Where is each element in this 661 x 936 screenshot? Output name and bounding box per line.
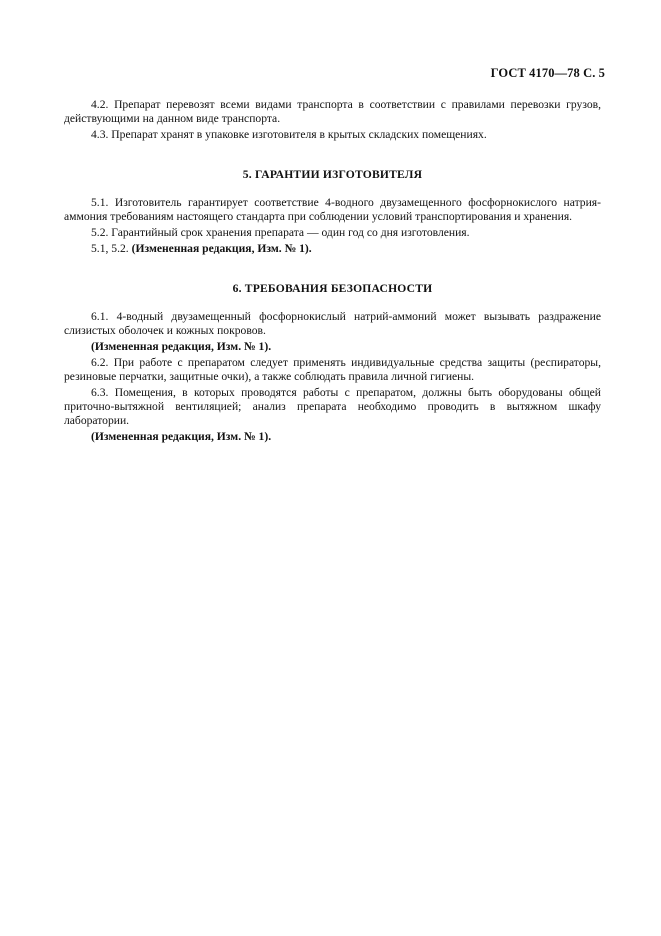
paragraph-4-3: 4.3. Препарат хранят в упаковке изготовителя в крытых складских помещениях. [91,128,487,141]
paragraph-4-2: 4.2. Препарат перевозят всеми видами транспорта в соответствии с правилами перевозки грузов, действующими на данном виде транспорта. [64,98,601,125]
document-body [64,98,601,446]
paragraph-6-2: 6.2. При работе с препаратом следует применять индивидуальные средства защиты (респираторы, резиновые перчатки, защитные очки), а также соблюдать правила личной гигиены. [64,356,601,383]
paragraph-5-2: 5.2. Гарантийный срок хранения препарата — один год со дня изготовления. [91,226,470,239]
paragraph-6-1-amendment: (Измененная редакция, Изм. № 1). [91,340,272,353]
paragraph-5-1: 5.1. Изготовитель гарантирует соответствие 4-водного двузамещенного фосфорнокислого натрия-аммония требованиям настоящего стандарта при соблюдении условий транспортирования и хранения. [64,196,601,223]
section-6-title: 6. ТРЕБОВАНИЯ БЕЗОПАСНОСТИ [232,282,433,295]
paragraph-6-3: 6.3. Помещения, в которых проводятся работы с препаратом, должны быть оборудованы общей приточно-вытяжной вентиляцией; анализ препарата необходимо проводить в вытяжном шкафу лаборатории. [64,386,601,427]
page-header: ГОСТ 4170—78 С. 5 [490,66,605,80]
amendment-note: (Измененная редакция, Изм. № 1). [131,242,312,255]
section-5-title: 5. ГАРАНТИИ ИЗГОТОВИТЕЛЯ [242,168,423,181]
paragraph-6-1: 6.1. 4-водный двузамещенный фосфорнокислый натрий-аммоний может вызывать раздражение слизистых оболочек и кожных покровов. [64,310,601,337]
paragraph-5-amendment [64,242,601,256]
amendment-ref: 5.1, 5.2. [91,242,132,255]
paragraph-6-3-amendment: (Измененная редакция, Изм. № 1). [91,430,272,443]
